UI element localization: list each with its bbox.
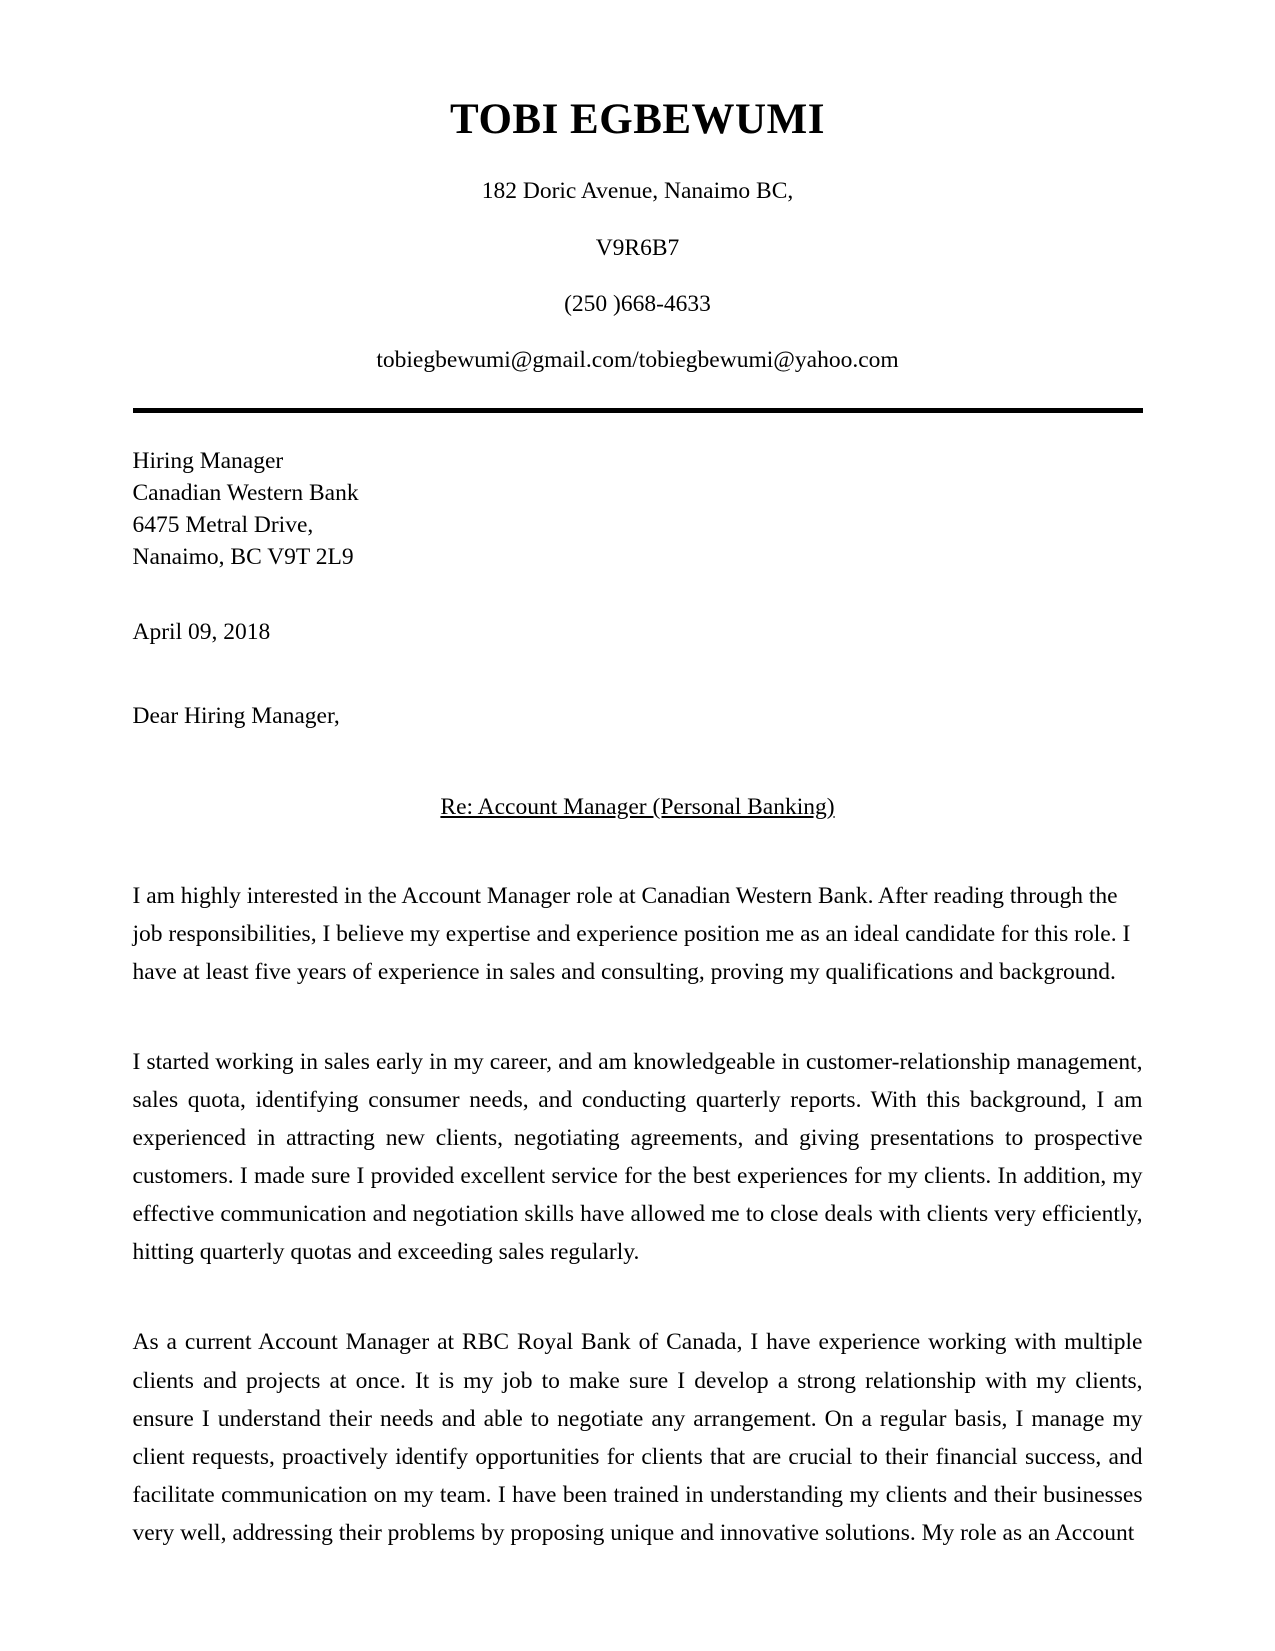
salutation: Dear Hiring Manager, — [132, 702, 340, 729]
subject-line: Re: Account Manager (Personal Banking) — [440, 793, 835, 820]
recipient-company: Canadian Western Bank — [132, 479, 359, 506]
sender-street-address: 182 Doric Avenue, Nanaimo BC, — [481, 178, 794, 205]
header-divider — [133, 408, 1143, 413]
body-paragraph-1: I am highly interested in the Account Manager role at Canadian Western Bank. After reading through the job responsibilities, I believe my expertise and experience position me as an ideal candidate for this role. I have at least five years of experience in sales and consulting, proving my qualifications and background. — [132, 882, 1131, 986]
document-content — [133, 0, 1143, 1552]
recipient-city-province: Nanaimo, BC V9T 2L9 — [132, 544, 354, 571]
sender-phone: (250 )668-4633 — [564, 291, 711, 318]
letterhead — [133, 96, 1143, 413]
recipient-title: Hiring Manager — [132, 447, 284, 474]
body-paragraph-2: I started working in sales early in my career, and am knowledgeable in customer-relationship management, sales quota, identifying consumer needs, and conducting quarterly reports. With this background, I am experienced in attracting new clients, negotiating agreements, and giving presentations to prospective customers. I made sure I provided excellent service for the best experiences for my clients. In addition, my effective communication and negotiation skills have allowed me to close deals with clients very efficiently, hitting quarterly quotas and exceeding sales regularly. — [132, 1049, 1143, 1266]
subject-line-wrapper — [133, 794, 1143, 821]
sender-name: TOBI EGBEWUMI — [450, 96, 825, 143]
sender-email: tobiegbewumi@gmail.com/tobiegbewumi@yahoo.com — [376, 347, 899, 374]
recipient-address-block — [133, 445, 1143, 574]
recipient-street: 6475 Metral Drive, — [132, 512, 314, 539]
body-paragraph-3: As a current Account Manager at RBC Royal Bank of Canada, I have experience working with multiple clients and projects at once. It is my job to make sure I develop a strong relationship with my clients, ensure I understand their needs and able to negotiate any arrangement. On a regular basis, I manage my client requests, proactively identify opportunities for clients that are crucial to their financial success, and facilitate communication on my team. I have been trained in understanding my clients and their businesses very well, addressing their problems by proposing unique and innovative solutions. My role as an Account — [132, 1329, 1143, 1546]
letter-date: April 09, 2018 — [132, 618, 271, 645]
letter-body — [133, 877, 1143, 1552]
sender-postal-code: V9R6B7 — [595, 234, 680, 261]
